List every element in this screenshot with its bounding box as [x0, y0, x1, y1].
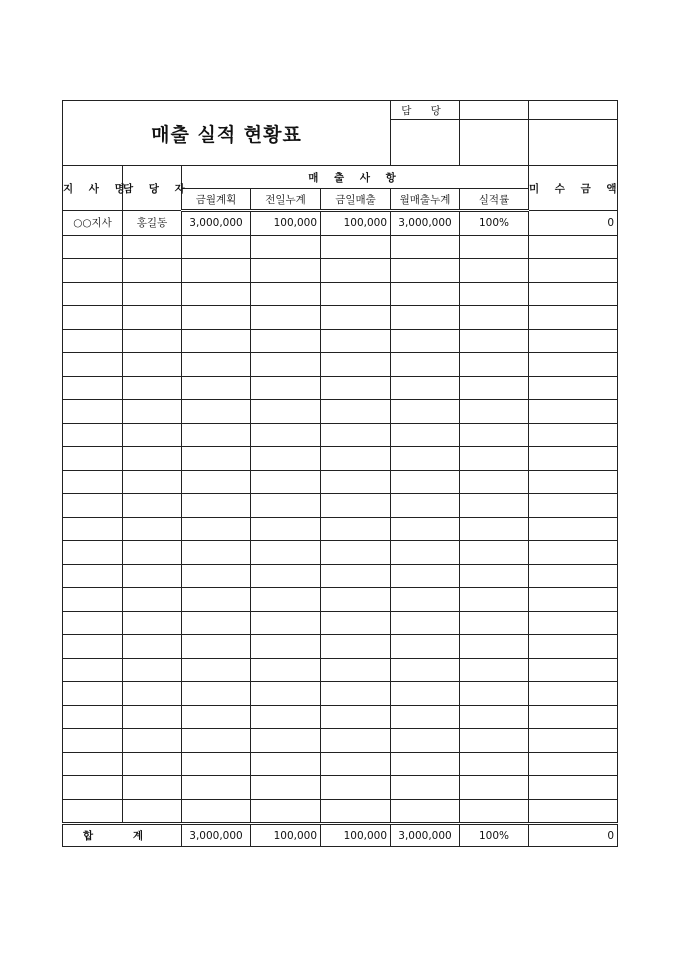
header-sales-group: 매 출 사 항: [182, 166, 529, 189]
table-cell[interactable]: [391, 329, 460, 353]
table-cell[interactable]: [321, 776, 391, 800]
table-cell[interactable]: [182, 588, 251, 612]
table-cell[interactable]: [182, 423, 251, 447]
total-label: 합 계: [63, 824, 182, 847]
table-cell[interactable]: [123, 259, 182, 283]
table-cell[interactable]: [182, 635, 251, 659]
table-cell[interactable]: [63, 658, 123, 682]
table-cell[interactable]: [391, 752, 460, 776]
table-cell[interactable]: [391, 517, 460, 541]
table-cell[interactable]: [321, 423, 391, 447]
table-row: [63, 564, 618, 588]
table-cell[interactable]: [123, 376, 182, 400]
table-cell[interactable]: [460, 376, 529, 400]
table-row: [63, 329, 618, 353]
table-cell[interactable]: [391, 259, 460, 283]
table-cell[interactable]: [123, 494, 182, 518]
header-unpaid: 미 수 금 액: [529, 166, 618, 211]
table-cell[interactable]: [251, 329, 321, 353]
table-cell[interactable]: [251, 494, 321, 518]
header-plan: 금월계획: [182, 189, 251, 211]
table-cell[interactable]: [63, 306, 123, 330]
table-cell[interactable]: [251, 799, 321, 824]
table-cell[interactable]: [391, 541, 460, 565]
table-cell[interactable]: [460, 682, 529, 706]
table-cell[interactable]: [251, 588, 321, 612]
approval-label: 담 당: [391, 101, 460, 120]
table-cell[interactable]: [460, 635, 529, 659]
table-cell[interactable]: [63, 611, 123, 635]
table-cell[interactable]: [63, 329, 123, 353]
table-cell[interactable]: [182, 729, 251, 753]
table-cell[interactable]: [529, 682, 618, 706]
table-cell[interactable]: [391, 400, 460, 424]
table-cell[interactable]: [391, 423, 460, 447]
cell-plan[interactable]: 3,000,000: [182, 211, 251, 236]
table-cell[interactable]: [63, 564, 123, 588]
cell-prev[interactable]: 100,000: [251, 211, 321, 236]
table-cell[interactable]: [123, 635, 182, 659]
table-cell[interactable]: [123, 400, 182, 424]
table-cell[interactable]: [123, 564, 182, 588]
table-cell[interactable]: [529, 282, 618, 306]
cell-month[interactable]: 3,000,000: [391, 211, 460, 236]
table-cell[interactable]: [321, 353, 391, 377]
table-cell[interactable]: [529, 447, 618, 471]
table-cell[interactable]: [182, 329, 251, 353]
table-cell[interactable]: [460, 306, 529, 330]
table-cell[interactable]: [391, 799, 460, 824]
table-cell[interactable]: [529, 470, 618, 494]
table-cell[interactable]: [391, 282, 460, 306]
table-cell[interactable]: [63, 235, 123, 259]
total-month: 3,000,000: [391, 824, 460, 847]
table-cell[interactable]: [529, 259, 618, 283]
table-row: [63, 259, 618, 283]
table-row: [63, 282, 618, 306]
table-cell[interactable]: [251, 752, 321, 776]
table-cell[interactable]: [529, 729, 618, 753]
table-cell[interactable]: [182, 776, 251, 800]
table-cell[interactable]: [321, 752, 391, 776]
table-cell[interactable]: [251, 517, 321, 541]
table-cell[interactable]: [529, 329, 618, 353]
cell-today[interactable]: 100,000: [321, 211, 391, 236]
table-cell[interactable]: [182, 259, 251, 283]
table-cell[interactable]: [391, 353, 460, 377]
table-row: [63, 752, 618, 776]
table-cell[interactable]: [460, 353, 529, 377]
table-cell[interactable]: [123, 541, 182, 565]
table-cell[interactable]: [529, 541, 618, 565]
table-cell[interactable]: [123, 306, 182, 330]
table-cell[interactable]: [391, 470, 460, 494]
table-cell[interactable]: [63, 447, 123, 471]
total-prev: 100,000: [251, 824, 321, 847]
table-cell[interactable]: [391, 705, 460, 729]
table-cell[interactable]: [63, 259, 123, 283]
table-cell[interactable]: [251, 541, 321, 565]
table-cell[interactable]: [321, 470, 391, 494]
table-row: [63, 611, 618, 635]
table-cell[interactable]: [182, 541, 251, 565]
table-cell[interactable]: [63, 776, 123, 800]
table-cell[interactable]: [321, 235, 391, 259]
cell-unpaid[interactable]: 0: [529, 211, 618, 236]
table-cell[interactable]: [251, 306, 321, 330]
table-cell[interactable]: [391, 564, 460, 588]
table-cell[interactable]: [460, 705, 529, 729]
table-cell[interactable]: [321, 282, 391, 306]
table-cell[interactable]: [63, 376, 123, 400]
table-cell[interactable]: [321, 682, 391, 706]
table-cell[interactable]: [529, 752, 618, 776]
table-cell[interactable]: [460, 517, 529, 541]
table-cell[interactable]: [460, 423, 529, 447]
table-cell[interactable]: [251, 729, 321, 753]
header-prev: 전일누계: [251, 189, 321, 211]
table-cell[interactable]: [251, 235, 321, 259]
table-cell[interactable]: [182, 470, 251, 494]
table-cell[interactable]: [182, 376, 251, 400]
table-cell[interactable]: [529, 799, 618, 824]
table-cell[interactable]: [391, 494, 460, 518]
table-cell[interactable]: [321, 799, 391, 824]
table-cell[interactable]: [321, 494, 391, 518]
table-row: [63, 353, 618, 377]
table-cell[interactable]: [460, 235, 529, 259]
table-cell[interactable]: [251, 259, 321, 283]
table-cell[interactable]: [123, 282, 182, 306]
table-cell[interactable]: [529, 376, 618, 400]
table-cell[interactable]: [391, 611, 460, 635]
table-cell[interactable]: [460, 329, 529, 353]
table-cell[interactable]: [321, 517, 391, 541]
table-cell[interactable]: [529, 705, 618, 729]
table-cell[interactable]: [460, 282, 529, 306]
empty-rows: [63, 235, 618, 824]
table-cell[interactable]: [460, 564, 529, 588]
table-cell[interactable]: [182, 611, 251, 635]
table-cell[interactable]: [460, 799, 529, 824]
table-cell[interactable]: [460, 541, 529, 565]
table-cell[interactable]: [529, 588, 618, 612]
header-today: 금일매출: [321, 189, 391, 211]
table-cell[interactable]: [182, 235, 251, 259]
table-cell[interactable]: [123, 329, 182, 353]
table-row: [63, 400, 618, 424]
table-cell[interactable]: [123, 517, 182, 541]
table-cell[interactable]: [123, 235, 182, 259]
table-cell[interactable]: [529, 517, 618, 541]
table-cell[interactable]: [529, 235, 618, 259]
table-cell[interactable]: [182, 447, 251, 471]
table-row: [63, 423, 618, 447]
approval-label-blank-1: [460, 101, 529, 120]
table-cell[interactable]: [460, 259, 529, 283]
approval-stamp-box-2[interactable]: [460, 120, 529, 166]
table-cell[interactable]: [182, 400, 251, 424]
table-row: [63, 635, 618, 659]
table-cell[interactable]: [321, 705, 391, 729]
table-cell[interactable]: [460, 776, 529, 800]
table-cell[interactable]: [251, 447, 321, 471]
table-cell[interactable]: [321, 635, 391, 659]
sales-report-sheet: [62, 100, 623, 847]
table-cell[interactable]: [251, 564, 321, 588]
table-cell[interactable]: [460, 588, 529, 612]
table-cell[interactable]: [391, 729, 460, 753]
table-cell[interactable]: [251, 611, 321, 635]
table-cell[interactable]: [321, 400, 391, 424]
table-cell[interactable]: [182, 282, 251, 306]
cell-rate[interactable]: 100%: [460, 211, 529, 236]
header-branch: 지 사 명: [63, 166, 123, 211]
table-row: [63, 776, 618, 800]
table-cell[interactable]: [182, 306, 251, 330]
table-cell[interactable]: [182, 682, 251, 706]
table-row: [63, 235, 618, 259]
total-unpaid: 0: [529, 824, 618, 847]
total-row: [63, 824, 618, 847]
table-cell[interactable]: [63, 682, 123, 706]
table-cell[interactable]: [182, 517, 251, 541]
table-cell[interactable]: [529, 564, 618, 588]
table-cell[interactable]: [391, 306, 460, 330]
table-cell[interactable]: [63, 799, 123, 824]
table-cell[interactable]: [391, 658, 460, 682]
total-today: 100,000: [321, 824, 391, 847]
table-cell[interactable]: [391, 588, 460, 612]
approval-stamp-box-3[interactable]: [529, 120, 618, 166]
table-row: [63, 376, 618, 400]
table-cell[interactable]: [529, 658, 618, 682]
table-cell[interactable]: [123, 705, 182, 729]
table-cell[interactable]: [529, 776, 618, 800]
cell-branch[interactable]: ○○지사: [63, 211, 123, 236]
table-row: [63, 705, 618, 729]
table-cell[interactable]: [123, 423, 182, 447]
table-cell[interactable]: [460, 752, 529, 776]
table-row: [63, 541, 618, 565]
table-cell[interactable]: [391, 447, 460, 471]
header-manager: 담 당 자: [123, 166, 182, 211]
table-row: [63, 211, 618, 236]
total-plan: 3,000,000: [182, 824, 251, 847]
table-cell[interactable]: [63, 353, 123, 377]
table-cell[interactable]: [391, 776, 460, 800]
table-cell[interactable]: [321, 259, 391, 283]
table-cell[interactable]: [123, 776, 182, 800]
table-cell[interactable]: [123, 353, 182, 377]
table-cell[interactable]: [321, 611, 391, 635]
table-row: [63, 729, 618, 753]
table-cell[interactable]: [251, 353, 321, 377]
table-cell[interactable]: [63, 494, 123, 518]
table-cell[interactable]: [321, 447, 391, 471]
page-title: 매출 실적 현황표: [63, 101, 391, 166]
table-cell[interactable]: [182, 799, 251, 824]
table-row: [63, 447, 618, 471]
table-cell[interactable]: [321, 329, 391, 353]
table-cell[interactable]: [63, 541, 123, 565]
table-cell[interactable]: [63, 635, 123, 659]
table-cell[interactable]: [251, 282, 321, 306]
table-cell[interactable]: [321, 306, 391, 330]
table-row: [63, 494, 618, 518]
table-cell[interactable]: [123, 658, 182, 682]
header-rate: 실적률: [460, 189, 529, 211]
table-cell[interactable]: [251, 376, 321, 400]
table-cell[interactable]: [529, 611, 618, 635]
table-cell[interactable]: [321, 729, 391, 753]
table-cell[interactable]: [63, 517, 123, 541]
table-row: [63, 470, 618, 494]
table-cell[interactable]: [123, 682, 182, 706]
table-cell[interactable]: [123, 447, 182, 471]
table-row: [63, 799, 618, 824]
table-cell[interactable]: [123, 729, 182, 753]
table-cell[interactable]: [391, 682, 460, 706]
table-cell[interactable]: [460, 470, 529, 494]
table-cell[interactable]: [63, 400, 123, 424]
table-cell[interactable]: [529, 400, 618, 424]
sales-report-table: [62, 100, 623, 847]
table-row: [63, 658, 618, 682]
table-cell[interactable]: [460, 611, 529, 635]
total-rate: 100%: [460, 824, 529, 847]
table-cell[interactable]: [123, 470, 182, 494]
approval-label-blank-2: [529, 101, 618, 120]
table-cell[interactable]: [63, 470, 123, 494]
table-cell[interactable]: [251, 776, 321, 800]
table-cell[interactable]: [251, 682, 321, 706]
table-cell[interactable]: [182, 353, 251, 377]
table-cell[interactable]: [182, 494, 251, 518]
table-cell[interactable]: [529, 494, 618, 518]
table-cell[interactable]: [182, 564, 251, 588]
table-cell[interactable]: [460, 400, 529, 424]
table-cell[interactable]: [321, 564, 391, 588]
table-cell[interactable]: [182, 752, 251, 776]
table-cell[interactable]: [182, 658, 251, 682]
table-cell[interactable]: [251, 705, 321, 729]
table-cell[interactable]: [391, 635, 460, 659]
table-cell[interactable]: [251, 400, 321, 424]
table-cell[interactable]: [251, 470, 321, 494]
approval-stamp-box-1[interactable]: [391, 120, 460, 166]
table-cell[interactable]: [123, 799, 182, 824]
table-cell[interactable]: [391, 235, 460, 259]
table-row: [63, 306, 618, 330]
table-cell[interactable]: [391, 376, 460, 400]
table-cell[interactable]: [251, 423, 321, 447]
table-cell[interactable]: [321, 376, 391, 400]
table-cell[interactable]: [63, 588, 123, 612]
table-cell[interactable]: [123, 588, 182, 612]
table-cell[interactable]: [251, 658, 321, 682]
table-cell[interactable]: [123, 752, 182, 776]
table-cell[interactable]: [529, 635, 618, 659]
cell-manager[interactable]: 홍길동: [123, 211, 182, 236]
table-cell[interactable]: [460, 729, 529, 753]
table-cell[interactable]: [63, 705, 123, 729]
table-cell[interactable]: [321, 588, 391, 612]
table-cell[interactable]: [529, 306, 618, 330]
table-cell[interactable]: [251, 635, 321, 659]
table-cell[interactable]: [529, 353, 618, 377]
table-row: [63, 517, 618, 541]
table-cell[interactable]: [123, 611, 182, 635]
table-cell[interactable]: [460, 494, 529, 518]
table-cell[interactable]: [182, 705, 251, 729]
table-cell[interactable]: [529, 423, 618, 447]
table-cell[interactable]: [460, 447, 529, 471]
table-cell[interactable]: [321, 541, 391, 565]
table-cell[interactable]: [63, 752, 123, 776]
header-month: 월매출누계: [391, 189, 460, 211]
table-cell[interactable]: [460, 658, 529, 682]
table-row: [63, 682, 618, 706]
table-cell[interactable]: [63, 729, 123, 753]
table-row: [63, 588, 618, 612]
table-cell[interactable]: [63, 423, 123, 447]
table-cell[interactable]: [63, 282, 123, 306]
table-cell[interactable]: [321, 658, 391, 682]
